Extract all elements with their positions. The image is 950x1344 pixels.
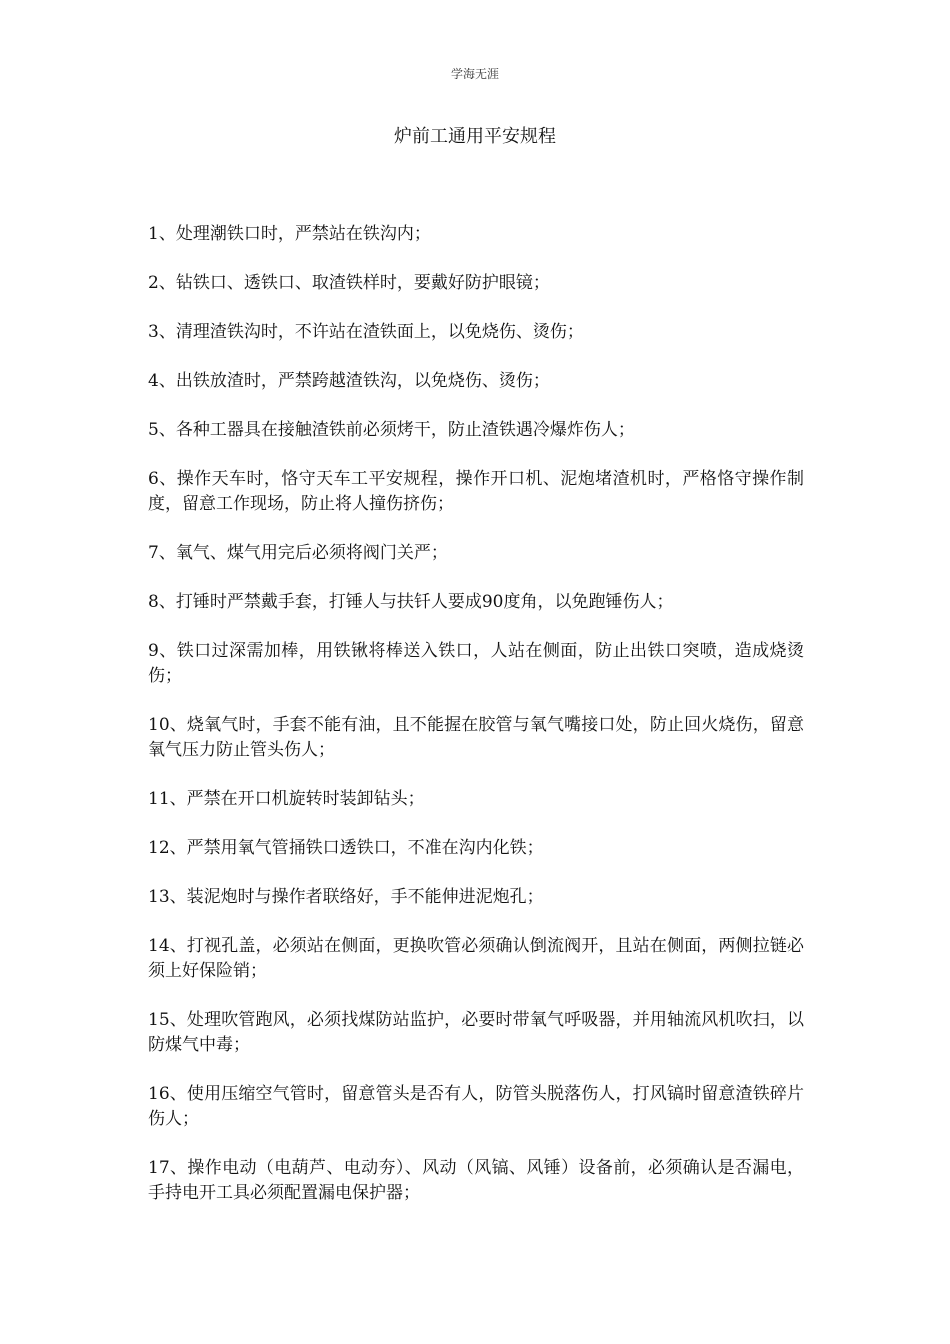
rule-item-4: 4、出铁放渣时，严禁跨越渣铁沟，以免烧伤、烫伤； xyxy=(148,371,550,391)
rule-item-5: 5、各种工器具在接触渣铁前必须烤干，防止渣铁遇冷爆炸伤人； xyxy=(148,420,635,440)
document-title: 炉前工通用平安规程 xyxy=(394,126,556,147)
rule-item-2: 2、钻铁口、透铁口、取渣铁样时，要戴好防护眼镜； xyxy=(148,273,550,293)
rules-list xyxy=(148,222,804,1230)
rule-item-17: 17、操作电动（电葫芦、电动夯）、风动（风镐、风锤）设备前，必须确认是否漏电，手持电开工具必须配置漏电保护器； xyxy=(148,1158,804,1203)
rule-item-13: 13、装泥炮时与操作者联络好，手不能伸进泥炮孔； xyxy=(148,887,544,907)
rule-item-8: 8、打锤时严禁戴手套，打锤人与扶钎人要成90度角，以免跑锤伤人； xyxy=(148,592,674,612)
rule-item-6: 6、操作天车时，恪守天车工平安规程，操作开口机、泥炮堵渣机时，严格恪守操作制度，留意工作现场，防止将人撞伤挤伤； xyxy=(148,469,804,514)
rule-item-9: 9、铁口过深需加棒，用铁锹将棒送入铁口，人站在侧面，防止出铁口突喷，造成烧烫伤； xyxy=(148,641,804,686)
rule-item-11: 11、严禁在开口机旋转时装卸钻头； xyxy=(148,789,425,809)
rule-item-1: 1、处理潮铁口时，严禁站在铁沟内； xyxy=(148,224,431,244)
page-header: 学海无涯 xyxy=(450,67,499,81)
rule-item-12: 12、严禁用氧气管捅铁口透铁口，不准在沟内化铁； xyxy=(148,838,544,858)
rule-item-3: 3、清理渣铁沟时，不许站在渣铁面上，以免烧伤、烫伤； xyxy=(148,322,584,342)
rule-item-10: 10、烧氧气时，手套不能有油，且不能握在胶管与氧气嘴接口处，防止回火烧伤，留意氧气压力防止管头伤人； xyxy=(148,715,804,760)
rule-item-14: 14、打视孔盖，必须站在侧面，更换吹管必须确认倒流阀开，且站在侧面，两侧拉链必须上好保险销； xyxy=(148,936,804,981)
rule-item-7: 7、氧气、煤气用完后必须将阀门关严； xyxy=(148,543,448,563)
rule-item-16: 16、使用压缩空气管时，留意管头是否有人，防管头脱落伤人，打风镐时留意渣铁碎片伤人； xyxy=(148,1084,804,1129)
rule-item-15: 15、处理吹管跑风，必须找煤防站监护，必要时带氧气呼吸器，并用轴流风机吹扫，以防煤气中毒； xyxy=(148,1010,804,1055)
